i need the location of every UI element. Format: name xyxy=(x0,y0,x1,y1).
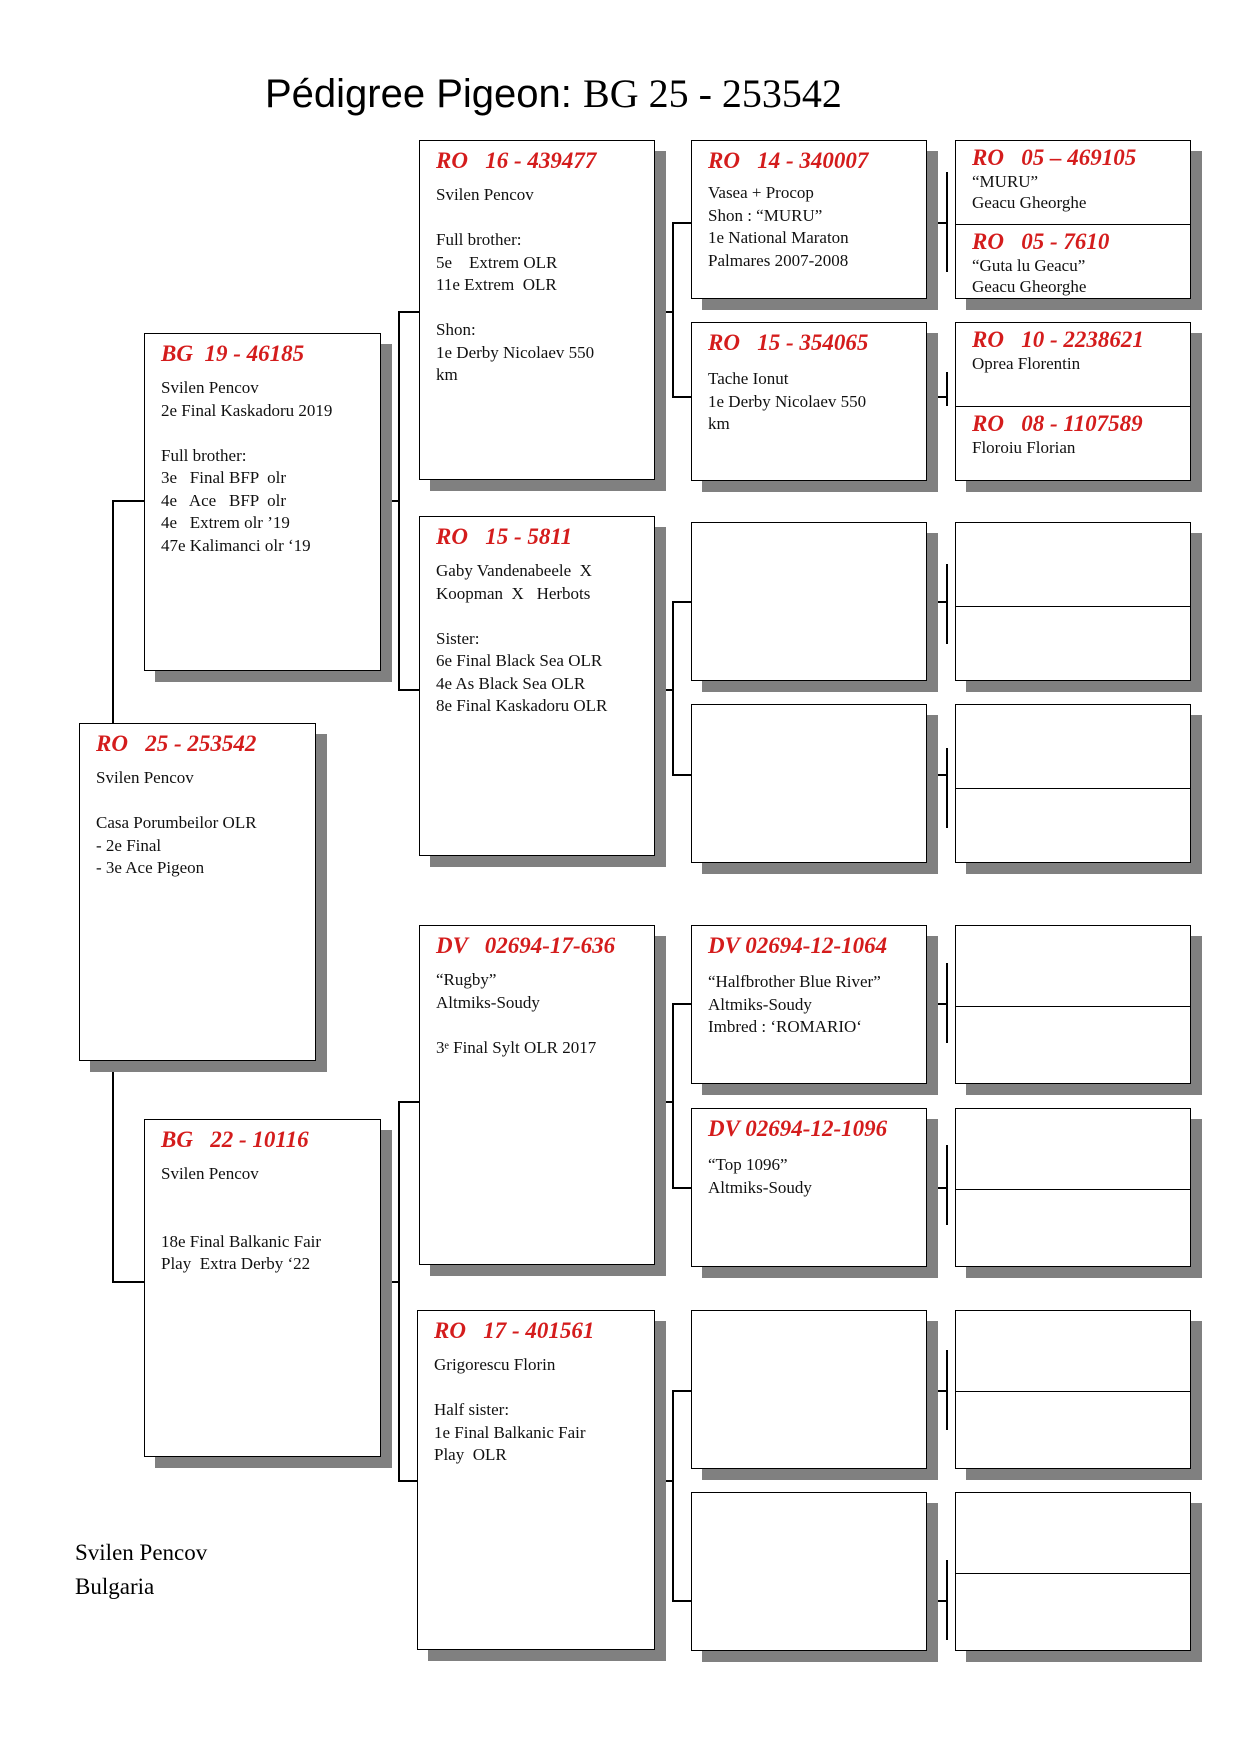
ring-number: RO 15 - 354065 xyxy=(708,330,869,355)
connector xyxy=(672,1390,674,1601)
connector xyxy=(398,311,419,313)
connector xyxy=(925,774,947,776)
connector xyxy=(672,222,691,224)
pigeon-details: Svilen Pencov 2e Final Kaskadoru 2019 Full brother: 3e Final BFP olr 4e Ace BFP olr 4e Extrem olr ’19 47e Kalimanci olr ‘19 xyxy=(161,378,333,555)
connector xyxy=(398,1101,419,1103)
breeder-name: Svilen Pencov xyxy=(75,1540,208,1565)
pigeon-entry xyxy=(956,141,1190,213)
pigeon-card-gen4-pair-2 xyxy=(955,322,1191,481)
connector xyxy=(112,500,114,723)
divider xyxy=(956,788,1190,789)
title-label: Pédigree Pigeon: xyxy=(265,72,572,116)
pigeon-card-gen4-pair-5 xyxy=(955,925,1191,1084)
connector xyxy=(946,1145,948,1225)
pigeon-details: Vasea + Procop Shon : “MURU” 1e National Maraton Palmares 2007-2008 xyxy=(708,183,849,270)
connector xyxy=(672,601,691,603)
ring-number: DV 02694-12-1096 xyxy=(708,1116,888,1141)
connector xyxy=(672,1600,691,1602)
ring-number: BG 22 - 10116 xyxy=(161,1127,309,1152)
breeder-country: Bulgaria xyxy=(75,1574,155,1599)
connector xyxy=(672,774,691,776)
connector xyxy=(925,1003,947,1005)
pigeon-card-gen3-4 xyxy=(691,704,927,863)
connector xyxy=(112,1281,144,1283)
pigeon-details: Floroiu Florian xyxy=(972,438,1076,457)
connector xyxy=(925,1390,947,1392)
pigeon-card-sire xyxy=(144,333,381,671)
connector xyxy=(925,222,947,224)
pigeon-details: “Top 1096” Altmiks-Soudy xyxy=(708,1155,812,1197)
connector xyxy=(653,689,673,691)
pigeon-details: Tache Ionut 1e Derby Nicolaev 550 km xyxy=(708,369,867,433)
connector xyxy=(672,1003,674,1188)
connector xyxy=(672,1187,691,1189)
connector xyxy=(398,1480,419,1482)
pigeon-card-dam-sire xyxy=(419,925,655,1265)
pigeon-card-sire-dam xyxy=(419,516,655,856)
pigeon-details: “MURU” Geacu Gheorghe xyxy=(972,172,1087,212)
ring-number: RO 10 - 2238621 xyxy=(972,327,1144,352)
pigeon-card-gen3-7 xyxy=(691,1310,927,1469)
pigeon-card-gen4-pair-8 xyxy=(955,1492,1191,1651)
pigeon-card-gen4-pair-3 xyxy=(955,522,1191,681)
connector xyxy=(398,311,400,690)
pigeon-card-gen4-pair-7 xyxy=(955,1310,1191,1469)
pigeon-details: Oprea Florentin xyxy=(972,354,1081,373)
connector xyxy=(398,1101,400,1481)
connector xyxy=(672,222,674,397)
pigeon-details: “Guta lu Geacu” Geacu Gheorghe xyxy=(972,256,1087,296)
pigeon-card-gen3-8 xyxy=(691,1492,927,1651)
divider xyxy=(956,1573,1190,1574)
ring-number: DV 02694-12-1064 xyxy=(708,933,888,958)
connector xyxy=(381,1281,399,1283)
pigeon-details: “Halfbrother Blue River” Altmiks-Soudy Imbred : ‘ROMARIO‘ xyxy=(708,972,881,1036)
pigeon-entry xyxy=(956,407,1190,460)
pigeon-card-sire-sire xyxy=(419,140,655,480)
pigeon-card-dam-dam xyxy=(417,1310,655,1650)
pigeon-details: “Rugby” Altmiks-Soudy 3ᵉ Final Sylt OLR 2017 xyxy=(436,970,597,1057)
connector xyxy=(381,500,399,502)
breeder-footer xyxy=(75,1536,207,1604)
divider xyxy=(956,606,1190,607)
pigeon-card-gen3-3 xyxy=(691,522,927,681)
connector xyxy=(672,1003,691,1005)
pigeon-card-gen4-pair-1 xyxy=(955,140,1191,299)
pigeon-details: Grigorescu Florin Half sister: 1e Final Balkanic Fair Play OLR xyxy=(434,1355,586,1464)
connector xyxy=(653,1480,673,1482)
connector xyxy=(653,1101,673,1103)
connector xyxy=(925,396,947,398)
ring-number: RO 05 - 7610 xyxy=(972,229,1110,254)
connector xyxy=(672,396,691,398)
divider xyxy=(956,1391,1190,1392)
connector xyxy=(112,500,144,502)
connector xyxy=(925,1600,947,1602)
pigeon-entry xyxy=(956,225,1190,297)
pigeon-card-gen4-pair-4 xyxy=(955,704,1191,863)
ring-number: RO 05 – 469105 xyxy=(972,145,1137,170)
pigeon-card-gen3-6 xyxy=(691,1108,927,1267)
pigeon-card-gen3-2 xyxy=(691,322,927,481)
connector xyxy=(398,689,419,691)
ring-number: RO 25 - 253542 xyxy=(96,731,257,756)
pigeon-card-gen3-5 xyxy=(691,925,927,1084)
divider xyxy=(956,1189,1190,1190)
connector xyxy=(946,372,948,406)
title-ring: BG 25 - 253542 xyxy=(583,71,842,116)
pigeon-entry xyxy=(956,323,1190,376)
pigeon-card-gen4-pair-6 xyxy=(955,1108,1191,1267)
connector xyxy=(946,564,948,644)
pigeon-details: Svilen Pencov Casa Porumbeilor OLR - 2e Final - 3e Ace Pigeon xyxy=(96,768,257,877)
pigeon-details: Svilen Pencov Full brother: 5e Extrem OLR 11e Extrem OLR Shon: 1e Derby Nicolaev 550 km xyxy=(436,185,595,384)
connector xyxy=(672,601,674,775)
ring-number: RO 08 - 1107589 xyxy=(972,411,1143,436)
connector xyxy=(925,1187,947,1189)
page-title xyxy=(265,70,842,117)
pigeon-card-subject xyxy=(79,723,316,1061)
ring-number: RO 16 - 439477 xyxy=(436,148,597,173)
connector xyxy=(946,748,948,828)
connector xyxy=(653,311,673,313)
pigeon-details: Svilen Pencov 18e Final Balkanic Fair Play Extra Derby ‘22 xyxy=(161,1164,322,1273)
pigeon-details: Gaby Vandenabeele X Koopman X Herbots Sister: 6e Final Black Sea OLR 4e As Black Sea OLR 8e Final Kaskadoru OLR xyxy=(436,561,608,715)
connector xyxy=(925,601,947,603)
pigeon-card-dam xyxy=(144,1119,381,1457)
ring-number: BG 19 - 46185 xyxy=(161,341,305,366)
connector xyxy=(672,1390,691,1392)
divider xyxy=(956,1006,1190,1007)
ring-number: DV 02694-17-636 xyxy=(436,933,616,958)
ring-number: RO 17 - 401561 xyxy=(434,1318,595,1343)
pigeon-card-gen3-1 xyxy=(691,140,927,299)
ring-number: RO 14 - 340007 xyxy=(708,148,869,173)
connector xyxy=(112,1060,114,1282)
ring-number: RO 15 - 5811 xyxy=(436,524,573,549)
